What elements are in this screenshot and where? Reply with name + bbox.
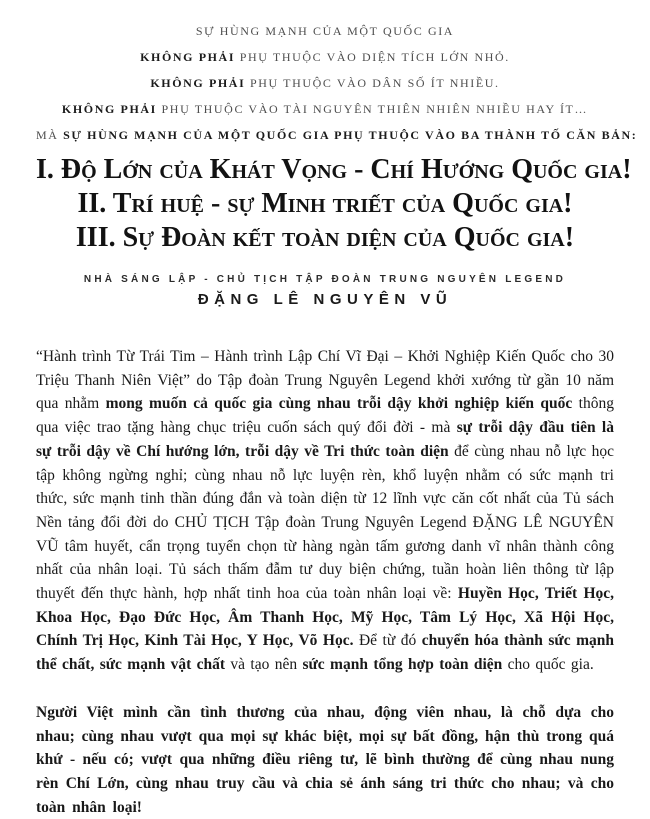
intro-line-4: KHÔNG PHẢI PHỤ THUỘC VÀO TÀI NGUYÊN THIÊN NHIÊN NHIỀU HAY ÍT… xyxy=(61,102,589,116)
headings-section xyxy=(36,153,632,255)
author-name: ĐẶNG LÊ NGUYÊN VŨ xyxy=(197,291,453,308)
intro-line-5: MÀ SỰ HÙNG MẠNH CỦA MỘT QUỐC GIA PHỤ THUỘC VÀO BA THÀNH TỐ CĂN BẢN: xyxy=(36,128,638,142)
heading-unity: III. Sự Đoàn kết toàn diện của Quốc gia! xyxy=(75,222,575,253)
paragraph-closing: Người Việt mình cần tình thương của nhau, động viên nhau, là chỗ dựa cho nhau; cùng nhau vượt qua mọi sự khác biệt, mọi sự bất đồng, hận thù trong quá khứ - nếu có; vượt qua những điều riêng tư, lẽ bình thường để cùng nhau nung rèn Chí Lớn, cùng nhau truy cầu và chia sẻ ánh sáng tri thức cho nhau; và cho toàn nhân loại! xyxy=(36,703,614,816)
intro-line-2: KHÔNG PHẢI PHỤ THUỘC VÀO DIỆN TÍCH LỚN NHỎ. xyxy=(140,50,510,64)
body-section xyxy=(36,345,614,819)
heading-aspiration: I. Độ Lớn của Khát Vọng - Chí Hướng Quốc gia! xyxy=(36,154,632,185)
heading-wisdom: II. Trí huệ - sự Minh triết của Quốc gia! xyxy=(77,188,573,219)
intro-line-1: SỰ HÙNG MẠNH CỦA MỘT QUỐC GIA xyxy=(195,24,455,38)
author-section xyxy=(36,274,614,308)
intro-section xyxy=(36,18,638,148)
author-title: NHÀ SÁNG LẬP - CHỦ TỊCH TẬP ĐOÀN TRUNG NGUYÊN LEGEND xyxy=(83,274,567,285)
intro-line-3: KHÔNG PHẢI PHỤ THUỘC VÀO DÂN SỐ ÍT NHIỀU. xyxy=(150,76,500,90)
paragraph-main: “Hành trình Từ Trái Tim – Hành trình Lập Chí Vĩ Đại – Khởi Nghiệp Kiến Quốc cho 30 Triệu Thanh Niên Việt” do Tập đoàn Trung Nguyên Legend khởi xướng từ gần 10 năm qua nhằm mong muốn cả quốc gia cùng nhau trỗi dậy khởi nghiệp kiến quốc thông qua việc trao tặng hàng chục triệu cuốn sách quý đổi đời - mà sự trỗi dậy đầu tiên là sự trỗi dậy về Chí hướng lớn, trỗi dậy về Tri thức toàn diện để cùng nhau nỗ lực học tập không ngừng nghỉ; cùng nhau nỗ lực luyện rèn, khổ luyện nhằm có sức mạnh tri thức, sức mạnh tinh thần đúng đắn và toàn diện từ 12 lĩnh vực căn cốt nhất của Tủ sách Nền tảng đổi đời do CHỦ TỊCH Tập đoàn Trung Nguyên Legend ĐẶNG LÊ NGUYÊN VŨ tâm huyết, cẩn trọng tuyển chọn từ hàng ngàn tấm gương danh vĩ nhân thành công nhất của nhân loại. Tủ sách thấm đẫm tư duy biện chứng, tuần hoàn liên thông từ lập thuyết đến thực hành, hợp nhất tinh hoa của toàn nhân loại về: Huyền Học, Triết Học, Khoa Học, Đạo Đức Học, Âm Thanh Học, Mỹ Học, Tâm Lý Học, Xã Hội Học, Chính Trị Học, Kinh Tài Học, Y Học, Võ Học. Để từ đó chuyển hóa thành sức mạnh thể chất, sức mạnh vật chất và tạo nên sức mạnh tổng hợp toàn diện cho quốc gia. xyxy=(36,348,615,674)
